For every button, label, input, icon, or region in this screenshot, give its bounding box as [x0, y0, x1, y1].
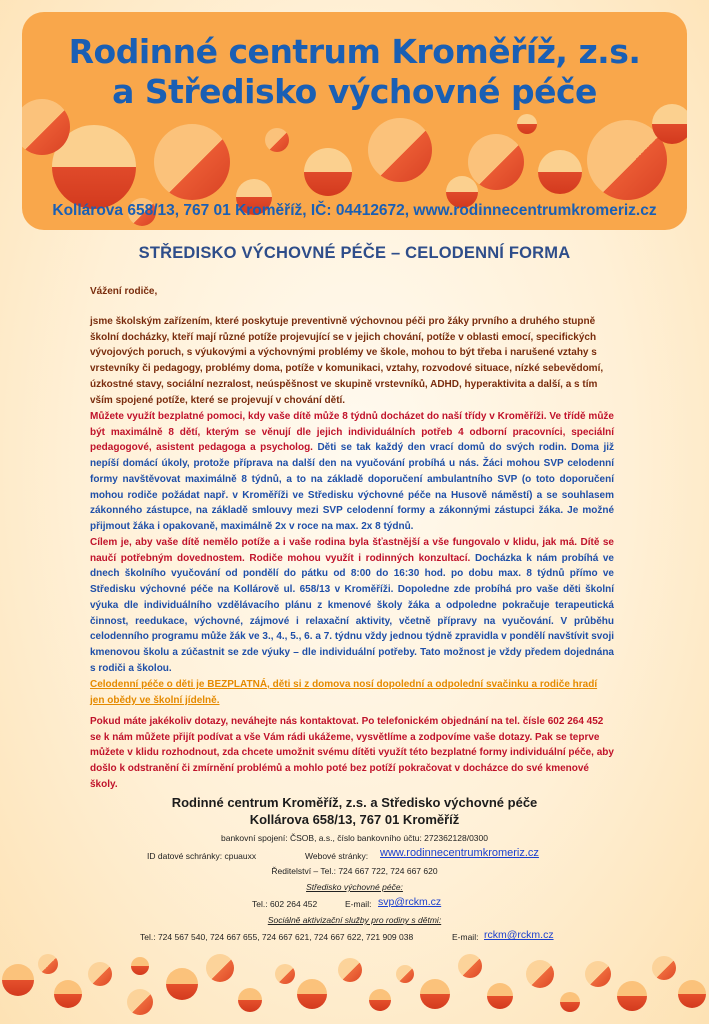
footer-org-address: Kollárova 658/13, 767 01 Kroměříž — [249, 812, 460, 827]
paragraph-goal-blue: Docházka k nám probíhá ve dnech školního vyučování od pondělí do pátku od 8:00 do 16:30 hod. po dobu max. 8 týdnů přímo ve Středisku výchovné péče na Kollárově ul. 658/13 v Kroměříži. Dopoledne zde probíhá pro vaše děti školní výuka dle individuálního vzdělávacího plánu z kmenové školy žáka a odpoledne pokračuje terapeutická činnost, reedukace, výchovné, zájmové i relaxační aktivity, včetně přípravy na vyučování. V průběhu celodenního programu může žák ve 3., 4., 5., 6. a 7. týdnu vždy jednou týdně zpravidla v pondělí navštívit svoji kmenovou školu a zúčastnit se zde výuky – dle individuální potřeby. Tato možnost je vždy předem dojednána s rodiči a školou. — [90, 552, 614, 674]
footer-social-email[interactable]: rckm@rckm.cz — [484, 929, 554, 941]
footer-web-url[interactable]: www.rodinnecentrumkromeriz.cz — [380, 847, 539, 859]
paragraph-help-blue: Děti se tak každý den vrací domů do svých rodin. Doma již nepíší domácí úkoly, protože příprava na další den na vyučování probíhá u nás. Žáci mohou SVP celodenní formy navštěvovat maximálně 8 týdnů, a to na základě doporučení ambulantního SVP (o toto doporučení mohou rodiče požádat např. v Kroměříži ve Středisku výchovné péče na Husově náměstí) a se souhlasem zákonného zástupce, na základě smlouvy mezi SVP celodenní formy a zákonnými zástupci žáka. Je možné přijmout žáka i opakovaně, maximálně 2x v roce na max. 2x 8 týdnů. — [90, 442, 614, 532]
paragraph-contact: Pokud máte jakékoliv dotazy, neváhejte nás kontaktovat. Po telefonickém objednání na tel. čísle 602 264 452 se k nám můžete přijít podívat a vše Vám rádi ukážeme, vysvětlíme a zodpovíme vaše dotazy. Pak se teprve můžete v klidu rozhodnout, zda chcete umožnit svému dítěti využít této bezplatné formy individuální péče, aby došlo k odstranění či zmírnění problémů a mohlo poté bez potíží pokračovat v docházce do své kmenové školy. — [90, 716, 614, 790]
document-title: STŘEDISKO VÝCHOVNÉ PÉČE – CELODENNÍ FORMA — [138, 244, 571, 262]
footer-svp-heading: Středisko výchovné péče: — [306, 882, 403, 892]
paragraph-help-red: Můžete využít bezplatné pomoci, kdy vaše dítě může 8 týdnů docházet do naší třídy v Kroměříži. Ve třídě může být maximálně 8 dětí, kterým se věnují dle jejich individuálních potřeb 4 odborní pracovníci, speciální pedagogové, asistent pedagoga a psycholog. — [90, 411, 614, 454]
footer-svp-tel: Tel.: 602 264 452 — [252, 899, 318, 909]
footer-bank: bankovní spojení: ČSOB, a.s., číslo bankovního účtu: 272362128/0300 — [221, 833, 488, 843]
header-address: Kollárova 658/13, 767 01 Kroměříž, IČ: 04412672, www.rodinnecentrumkromeriz.cz — [52, 202, 657, 219]
footer-svp-email-label: E-mail: — [345, 899, 372, 909]
footer-social-email-label: E-mail: — [452, 932, 479, 942]
footer-social-tel: Tel.: 724 567 540, 724 667 655, 724 667 621, 724 667 622, 721 909 038 — [140, 932, 414, 942]
header-banner — [22, 12, 687, 230]
footer-web-label: Webové stránky: — [305, 851, 369, 861]
bottom-circles-decoration — [0, 944, 709, 1024]
paragraph-intro: jsme školským zařízením, které poskytuje preventivně výchovnou péči pro žáky prvního a druhého stupně školní docházky, kteří mají různé potíže projevující se v jejich chování, potíže v oblasti emocí, specifických vývojových poruch, s výukovými a výchovnými problémy ve škole, mohou to být třeba i narušené vztahy s vrstevníky či pedagogy, problémy doma, potíže v komunikaci, vztahy, rozvodové situace, nízké sebevědomí, úzkostné stavy, sociální nezralost, neúspěšnost ve skupině vrstevníků, ADHD, hyperaktivita a další, a s tím vším spojené potíže, které se projevují v chování dětí. — [90, 316, 604, 406]
footer-org-name: Rodinné centrum Kroměříž, z.s. a Středisko výchovné péče — [171, 795, 538, 810]
footer-director: Ředitelství – Tel.: 724 667 722, 724 667 620 — [271, 866, 438, 876]
footer-social-email-wrap[interactable] — [484, 929, 554, 941]
footer-social-heading: Sociálně aktivizační služby pro rodiny s dětmi: — [267, 915, 442, 925]
paragraph-goal — [90, 535, 614, 676]
footer-svp-email-wrap[interactable] — [378, 896, 441, 908]
paragraph-help — [90, 409, 614, 535]
footer-svp-email[interactable]: svp@rckm.cz — [378, 896, 442, 908]
header-title-line1: Rodinné centrum Kroměříž, z.s. — [68, 32, 641, 71]
header-title-line2: a Středisko výchovné péče — [112, 72, 597, 111]
paragraph-goal-red: Cílem je, aby vaše dítě nemělo potíže a i vaše rodina byla šťastnější a vše fungovalo v klidu, jak má. Dítě se naučí potřebným dovednostem. Rodiče mohou využít i rodinných konzultací. — [90, 537, 614, 564]
footer-web-link[interactable] — [380, 847, 539, 859]
greeting: Vážení rodiče, — [90, 286, 158, 297]
paragraph-free-care: Celodenní péče o děti je BEZPLATNÁ, děti si z domova nosí dopolední a odpolední svačinku a rodiče hradí jen obědy ve školní jídelně. — [90, 679, 598, 706]
footer-databox: ID datové schránky: cpuauxx — [147, 851, 257, 861]
